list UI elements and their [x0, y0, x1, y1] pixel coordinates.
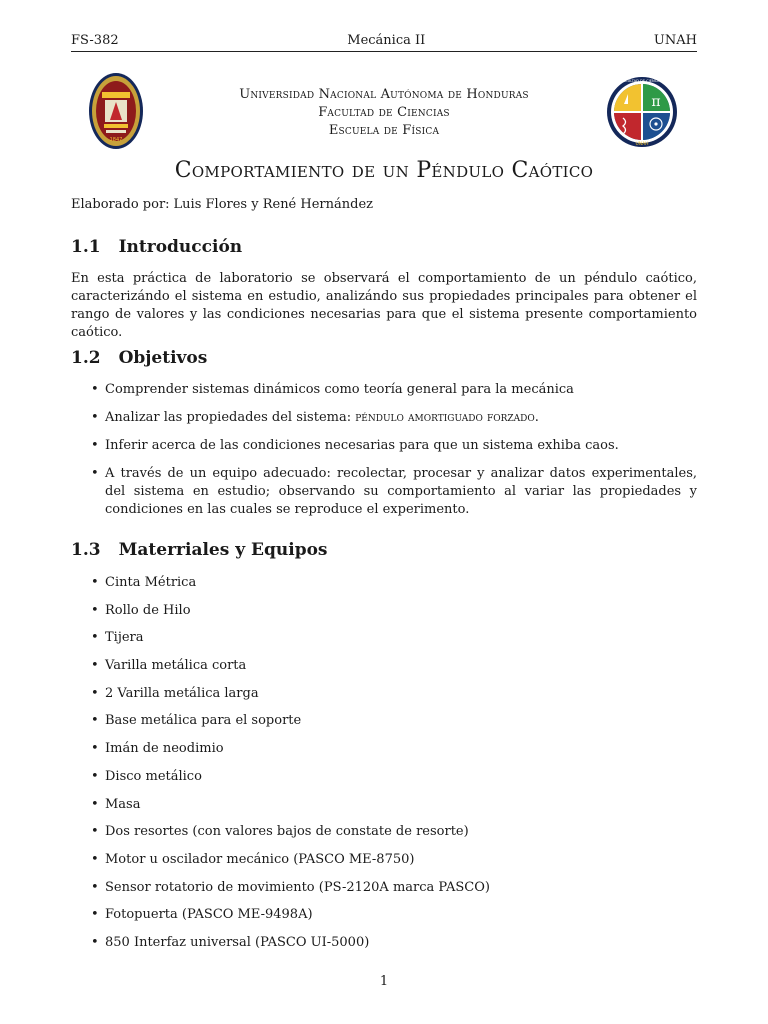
- university-seal-logo: [88, 72, 144, 150]
- header-course-name: Mecánica II: [347, 32, 426, 48]
- section-number: 1.2: [71, 348, 101, 368]
- list-item: [71, 629, 697, 647]
- section-number: 1.3: [71, 540, 101, 560]
- list-item: [71, 906, 697, 924]
- authors-label: Elaborado por:: [71, 197, 170, 212]
- section-title: Objetivos: [118, 348, 208, 368]
- material-text: Tijera: [105, 630, 144, 646]
- section-heading-objetivos: [71, 348, 207, 368]
- faculty-name: Facultad de Ciencias: [318, 105, 450, 120]
- list-item: [71, 409, 697, 427]
- faculty-logo-bottom-text: UNAH: [635, 142, 649, 147]
- bullet-icon: •: [91, 768, 99, 784]
- list-item: [71, 796, 697, 814]
- material-text: Rollo de Hilo: [105, 602, 191, 618]
- list-item: [71, 574, 697, 592]
- material-text: Fotopuerta (PASCO ME-9498A): [105, 907, 313, 923]
- bullet-icon: •: [91, 658, 99, 674]
- bullet-icon: •: [91, 685, 99, 701]
- header-course-code: FS-382: [71, 32, 119, 48]
- bullet-icon: •: [91, 382, 99, 397]
- university-name: Universidad Nacional Autónoma de Honduras: [239, 87, 529, 102]
- material-text: Base metálica para el soporte: [105, 713, 302, 729]
- introduction-paragraph: En esta práctica de laboratorio se observará el comportamiento de un péndulo caótico, caracterizándo el sistema en estudio, analizándo sus propiedades principales para obtener el rango de valores y las condiciones necesarias para que el sistema presente comportamiento caótico.: [71, 271, 697, 340]
- bullet-icon: •: [91, 851, 99, 867]
- materials-list: [71, 574, 697, 962]
- list-item: [71, 851, 697, 869]
- section-title: Materriales y Equipos: [118, 540, 328, 560]
- objective-text: Analizar las propiedades del sistema:: [105, 410, 352, 425]
- list-item: [71, 823, 697, 841]
- list-item: [71, 685, 697, 703]
- bullet-icon: •: [91, 410, 99, 425]
- list-item: [71, 712, 697, 730]
- svg-text:π: π: [651, 94, 661, 110]
- bullet-icon: •: [91, 438, 99, 453]
- material-text: Motor u oscilador mecánico (PASCO ME-8750): [105, 851, 415, 867]
- list-item: [71, 879, 697, 897]
- list-item: [71, 465, 697, 519]
- section-heading-materiales: [71, 540, 327, 560]
- list-item: [71, 740, 697, 758]
- bullet-icon: •: [91, 824, 99, 840]
- material-text: 2 Varilla metálica larga: [105, 685, 259, 701]
- page-number: 1: [379, 974, 389, 989]
- header-university: UNAH: [653, 32, 697, 48]
- objective-text: A través de un equipo adecuado: recolectar, procesar y analizar datos experimentales, del sistema en estudio; observando su comportamiento al variar las propiedades y condiciones en las cuales se reproduce el experimento.: [105, 466, 697, 517]
- section-title: Introducción: [118, 237, 243, 257]
- section-number: 1.1: [71, 237, 101, 257]
- school-name: Escuela de Física: [328, 123, 440, 138]
- material-text: Cinta Métrica: [105, 575, 197, 590]
- objective-text: Inferir acerca de las condiciones necesarias para que un sistema exhiba caos.: [105, 438, 619, 453]
- bullet-icon: •: [91, 602, 99, 618]
- bullet-icon: •: [91, 907, 99, 923]
- objectives-list: [71, 381, 697, 529]
- list-item: [71, 437, 697, 455]
- list-item: [71, 934, 697, 952]
- bullet-icon: •: [91, 466, 99, 481]
- material-text: Imán de neodimio: [105, 741, 224, 757]
- material-text: Varilla metálica corta: [105, 658, 247, 674]
- list-item: [71, 602, 697, 620]
- section-heading-introduccion: [71, 237, 242, 257]
- running-header: [71, 31, 697, 52]
- material-text: Dos resortes (con valores bajos de constate de resorte): [105, 824, 469, 840]
- faculty-logo: [606, 76, 678, 148]
- material-text: 850 Interfaz universal (PASCO UI-5000): [105, 934, 370, 950]
- objective-term: péndulo amortiguado forzado: [355, 410, 535, 425]
- bullet-icon: •: [91, 630, 99, 646]
- objective-text: Comprender sistemas dinámicos como teoría general para la mecánica: [105, 382, 574, 397]
- bullet-icon: •: [91, 713, 99, 729]
- material-text: Disco metálico: [105, 768, 202, 784]
- list-item: [71, 657, 697, 675]
- faculty-logo-top-text: FACULTAD DE CIENCIAS: [620, 79, 664, 83]
- bullet-icon: •: [91, 741, 99, 757]
- bullet-icon: •: [91, 575, 99, 590]
- material-text: Sensor rotatorio de movimiento (PS-2120A marca PASCO): [105, 879, 490, 895]
- authors-line: [71, 197, 373, 212]
- document-title: Comportamiento de un Péndulo Caótico: [174, 158, 594, 183]
- list-item: [71, 381, 697, 399]
- objective-text-suffix: .: [534, 410, 539, 425]
- bullet-icon: •: [91, 796, 99, 812]
- bullet-icon: •: [91, 934, 99, 950]
- authors-names: Luis Flores y René Hernández: [173, 197, 373, 212]
- institution-block: [160, 86, 608, 140]
- material-text: Masa: [105, 796, 141, 812]
- list-item: [71, 768, 697, 786]
- seal-year: 1847: [109, 137, 123, 143]
- bullet-icon: •: [91, 879, 99, 895]
